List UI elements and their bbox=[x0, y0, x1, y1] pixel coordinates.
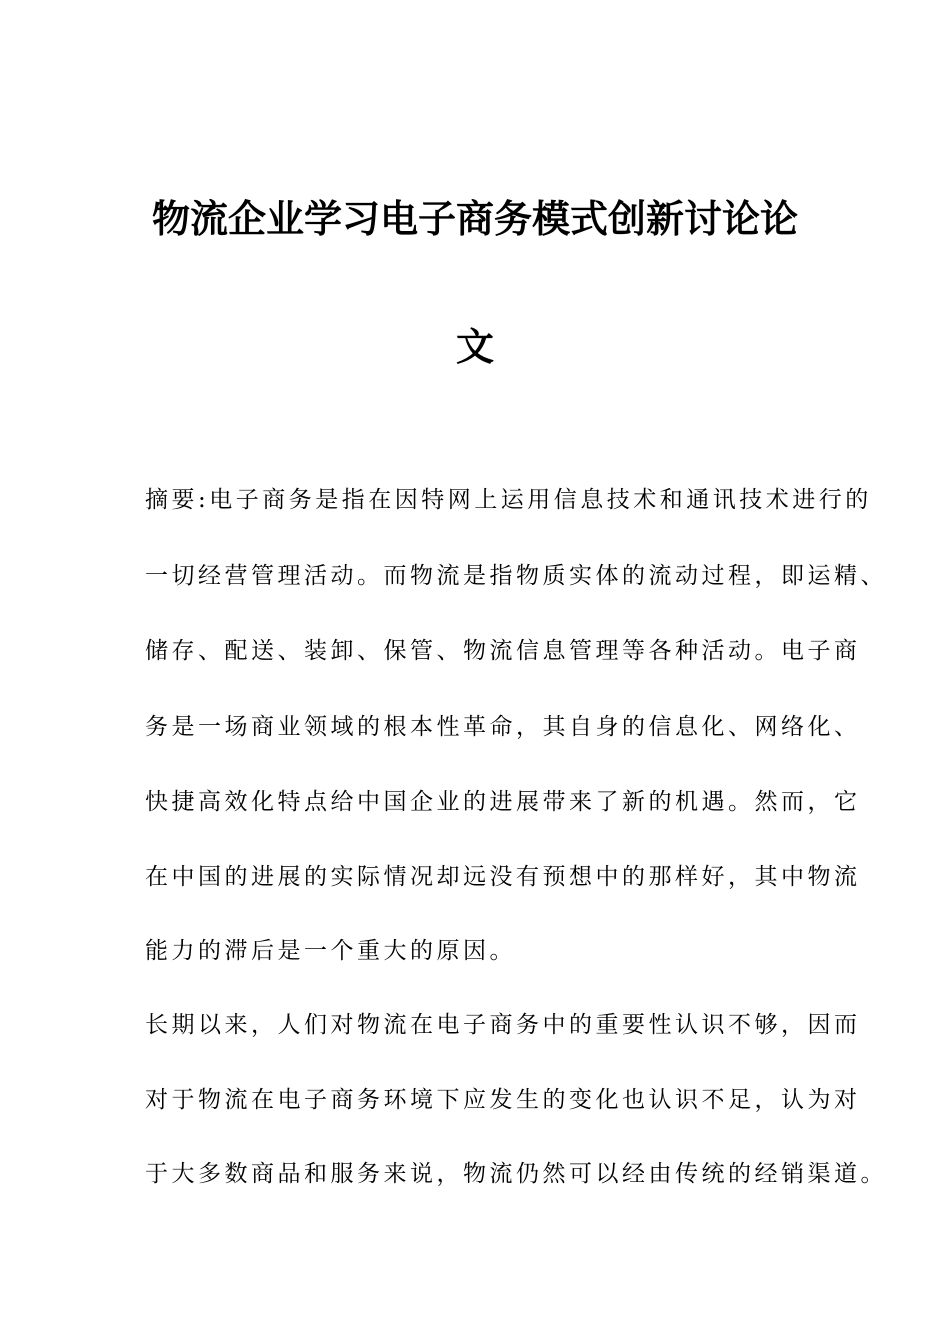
abstract-line: 摘要:电子商务是指在因特网上运用信息技术和通讯技术进行的 bbox=[145, 487, 872, 513]
abstract-line: 储存、配送、装卸、保管、物流信息管理等各种活动。电子商 bbox=[145, 638, 861, 664]
body-paragraph-line: 对于物流在电子商务环境下应发生的变化也认识不足，认为对 bbox=[145, 1087, 861, 1113]
abstract-line: 快捷高效化特点给中国企业的进展带来了新的机遇。然而，它 bbox=[145, 789, 861, 815]
abstract-line: 务是一场商业领域的根本性革命，其自身的信息化、网络化、 bbox=[145, 714, 861, 740]
abstract-line: 能力的滞后是一个重大的原因。 bbox=[145, 938, 516, 964]
document-title-line-1: 物流企业学习电子商务模式创新讨论论 bbox=[151, 197, 798, 241]
abstract-line: 在中国的进展的实际情况却远没有预想中的那样好，其中物流 bbox=[145, 864, 861, 890]
abstract-line: 一切经营管理活动。而物流是指物质实体的流动过程，即运精、 bbox=[145, 563, 887, 589]
document-title-line-2: 文 bbox=[455, 325, 494, 369]
body-paragraph-line: 长期以来，人们对物流在电子商务中的重要性认识不够，因而 bbox=[145, 1012, 861, 1038]
body-paragraph-line: 于大多数商品和服务来说，物流仍然可以经由传统的经销渠道。 bbox=[145, 1161, 887, 1187]
